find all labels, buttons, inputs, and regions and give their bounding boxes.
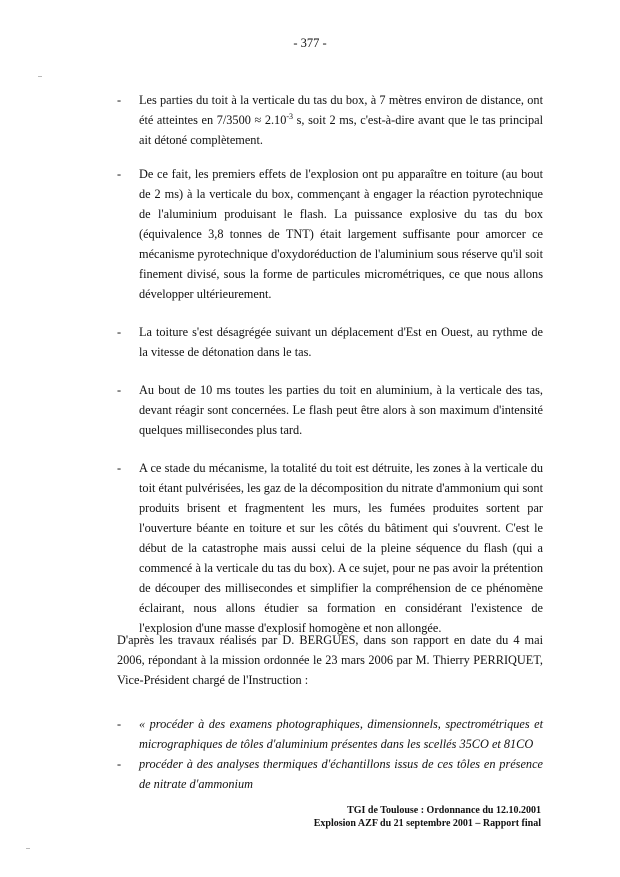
- bullet-text: La toiture s'est désagrégée suivant un déplacement d'Est en Ouest, au rythme de la vitesse de détonation dans le tas.: [139, 325, 543, 359]
- exponent: -3: [286, 111, 294, 121]
- mission-item: [117, 714, 543, 754]
- footer-line-report: Explosion AZF du 21 septembre 2001 – Rapport final: [313, 818, 541, 829]
- bullet-dash: -: [117, 461, 122, 475]
- document-body: [117, 90, 543, 654]
- mission-item: [117, 754, 543, 794]
- bullet-text: A ce stade du mécanisme, la totalité du toit est détruite, les zones à la verticale du toit étant pulvérisées, les gaz de la décomposition du nitrate d'ammonium qui sont produits brisent et fragmentent les murs, les fumées produites sortent par l'ouverture béante en toiture et sur les côtés du bâtiment qui s'ouvrent. C'est le début de la catastrophe mais aussi celui de la pleine séquence du flash (qui a commencé à la verticale du tas du box). A ce sujet, pour ne pas avoir la prétention de découper des millisecondes et simplifier la compréhension de ce phénomène éclairant, nous allons étudier sa formation en considérant l'existence de l'explosion d'une masse d'explosif homogène et non allongée.: [139, 461, 543, 635]
- bullet-dash: -: [117, 167, 122, 181]
- bullet-dash: -: [117, 383, 122, 397]
- page-number: - 377 -: [293, 36, 327, 50]
- scan-margin-mark: [38, 76, 42, 77]
- bullet-dash: -: [117, 757, 122, 771]
- mission-text: « procéder à des examens photographiques, dimensionnels, spectrométriques et micrographiques de tôles d'aluminium présentes dans les scellés 35CO et 81CO: [139, 717, 543, 751]
- bullet-text-continued: s, soit 2 ms, c'est-à-dire avant que le tas principal ait détoné complètement.: [139, 113, 543, 147]
- scan-margin-mark: [26, 848, 30, 849]
- bullet-dash: -: [117, 93, 122, 107]
- bullet-dash: -: [117, 325, 122, 339]
- bullet-item: [117, 322, 543, 362]
- bullet-text: Au bout de 10 ms toutes les parties du toit en aluminium, à la verticale des tas, devant réagir sont concernées. Le flash peut être alors à son maximum d'intensité quelques millisecondes plus tard.: [139, 383, 543, 437]
- mission-list: [117, 714, 543, 794]
- bullet-item: [117, 164, 543, 304]
- bullet-text: Les parties du toit à la verticale du tas du box, à 7 mètres environ de distance, ont été atteintes en 7/3500 ≈ 2.10: [139, 93, 543, 127]
- footer-line-court: TGI de Toulouse : Ordonnance du 12.10.2001: [347, 805, 541, 816]
- body-paragraph: D'après les travaux réalisés par D. BERGUES, dans son rapport en date du 4 mai 2006, répondant à la mission ordonnée le 23 mars 2006 par M. Thierry PERRIQUET, Vice-Président chargé de l'Instruction :: [117, 633, 543, 687]
- bullet-dash: -: [117, 717, 122, 731]
- bullet-text: De ce fait, les premiers effets de l'explosion ont pu apparaître en toiture (au bout de 2 ms) à la verticale du box, commençant à engager la réaction pyrotechnique de l'aluminium produisant le flash. La puissance explosive du tas du box (équivalence 3,8 tonnes de TNT) était largement suffisante pour amorcer ce mécanisme pyrotechnique d'oxydoréduction de l'aluminium sous réserve qu'il soit finement divisé, sous la forme de particules micrométriques, ce que nous allons développer ultérieurement.: [139, 167, 543, 301]
- mission-text: procéder à des analyses thermiques d'échantillons issus de ces tôles en présence de nitrate d'ammonium: [139, 757, 543, 791]
- page-footer: [290, 804, 541, 830]
- bullet-item: [117, 380, 543, 440]
- bullet-item: [117, 458, 543, 638]
- bullet-item: [117, 90, 543, 150]
